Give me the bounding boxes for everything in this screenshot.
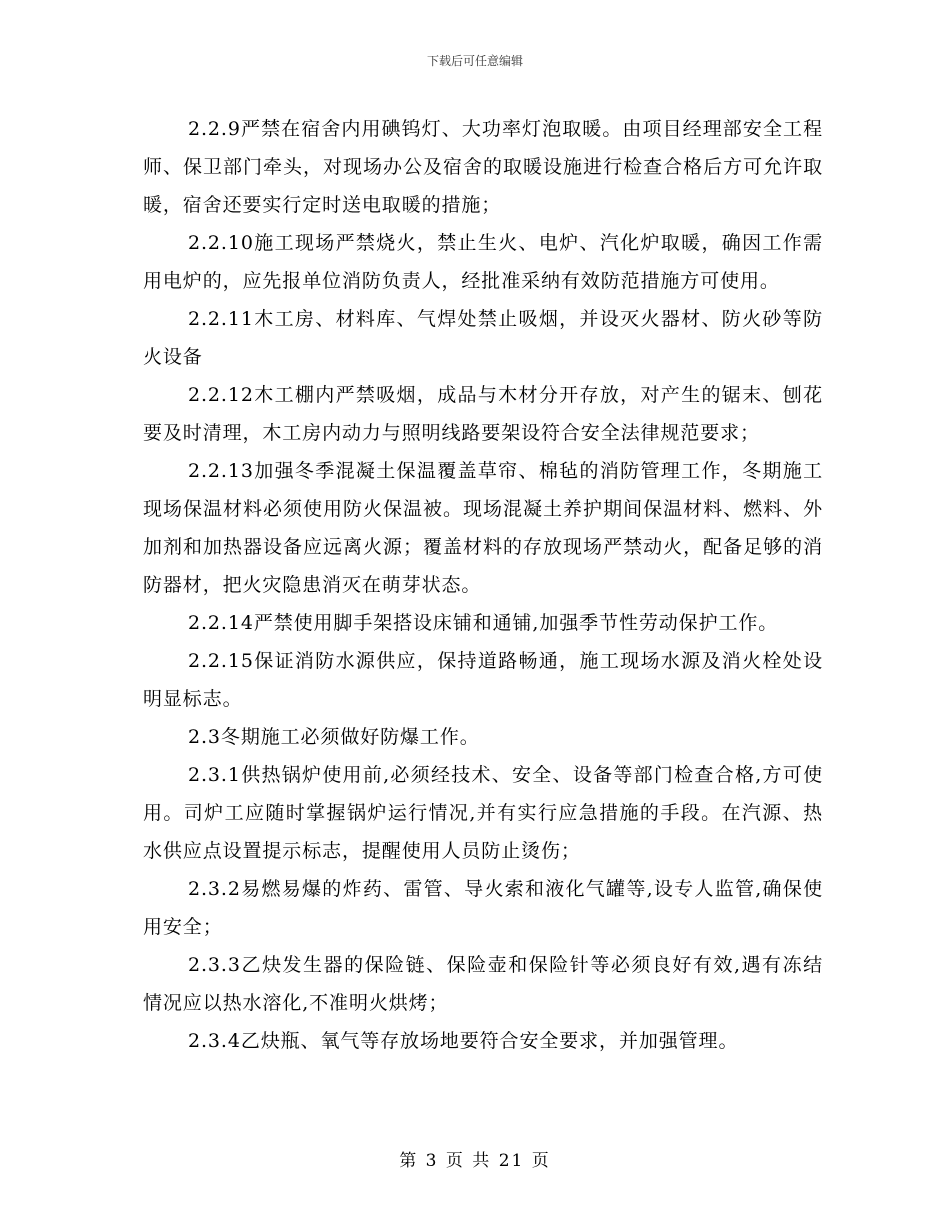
paragraph-2-2-9: 2.2.9严禁在宿舍内用碘钨灯、大功率灯泡取暖。由项目经理部安全工程师、保卫部门牵头，对现场办公及宿舍的取暖设施进行检查合格后方可允许取暖，宿舍还要实行定时送电取暖的措施； [143, 118, 823, 216]
paragraph-2-2-10: 2.2.10施工现场严禁烧火，禁止生火、电炉、汽化炉取暖，确因工作需用电炉的，应先报单位消防负责人，经批准采纳有效防范措施方可使用。 [143, 232, 823, 292]
paragraph-2-3: 2.3冬期施工必须做好防爆工作。 [188, 726, 480, 748]
paragraph-2-3-1: 2.3.1供热锅炉使用前,必须经技术、安全、设备等部门检查合格,方可使用。司炉工应随时掌握锅炉运行情况,并有实行应急措施的手段。在汽源、热水供应点设置提示标志，提醒使用人员防止烫伤； [143, 764, 823, 862]
paragraph-2-2-13: 2.2.13加强冬季混凝土保温覆盖草帘、棉毡的消防管理工作，冬期施工现场保温材料必须使用防火保温被。现场混凝土养护期间保温材料、燃料、外加剂和加热器设备应远离火源；覆盖材料的存放现场严禁动火，配备足够的消防器材，把火灾隐患消灭在萌芽状态。 [143, 460, 823, 596]
paragraph-2-2-15: 2.2.15保证消防水源供应，保持道路畅通，施工现场水源及消火栓处设明显标志。 [143, 650, 823, 710]
paragraph-2-3-2: 2.3.2易燃易爆的炸药、雷管、导火索和液化气罐等,设专人监管,确保使用安全； [143, 878, 823, 938]
page-header: 下载后可任意编辑 [426, 54, 523, 68]
paragraph-2-3-4: 2.3.4乙炔瓶、氧气等存放场地要符合安全要求，并加强管理。 [188, 1030, 739, 1052]
paragraph-2-2-12: 2.2.12木工棚内严禁吸烟，成品与木材分开存放，对产生的锯末、刨花要及时清理，木工房内动力与照明线路要架设符合安全法律规范要求； [143, 384, 823, 444]
paragraph-2-3-3: 2.3.3乙炔发生器的保险链、保险壶和保险针等必须良好有效,遇有冻结情况应以热水溶化,不准明火烘烤； [143, 954, 823, 1014]
paragraph-2-2-11: 2.2.11木工房、材料库、气焊处禁止吸烟，并设灭火器材、防火砂等防火设备 [143, 308, 823, 368]
page-footer: 第 3 页 共 21 页 [399, 1151, 551, 1171]
paragraph-2-2-14: 2.2.14严禁使用脚手架搭设床铺和通铺,加强季节性劳动保护工作。 [188, 612, 779, 634]
document-body [143, 110, 823, 1060]
